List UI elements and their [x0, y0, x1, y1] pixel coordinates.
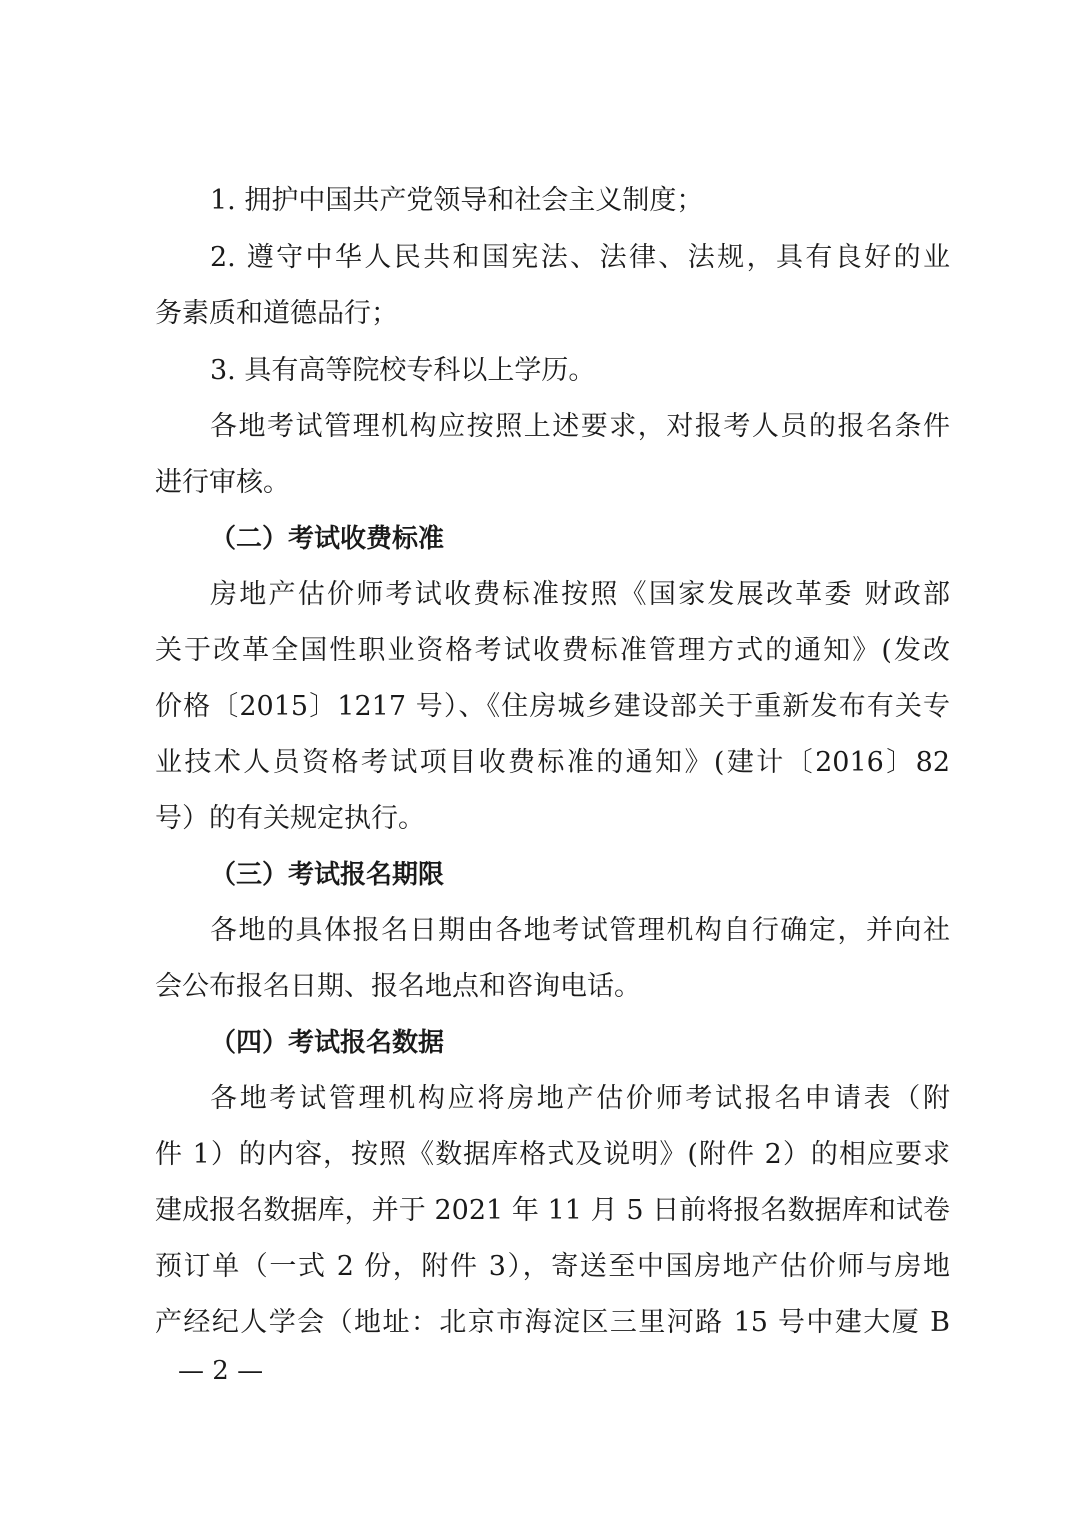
section-heading-registration-data: （四）考试报名数据: [210, 1028, 445, 1058]
period-paragraph-line-2: 会公布报名日期、报名地点和咨询电话。: [155, 971, 641, 1002]
fee-paragraph-line-2: 关于改革全国性职业资格考试收费标准管理方式的通知》(发改: [155, 635, 950, 666]
period-paragraph-line-1: 各地的具体报名日期由各地考试管理机构自行确定，并向社: [210, 915, 950, 946]
data-paragraph-line-5: 产经纪人学会（地址：北京市海淀区三里河路 15 号中建大厦 B: [155, 1307, 950, 1338]
page-number: — 2 —: [178, 1356, 264, 1386]
section-heading-fee-standard: （二）考试收费标准: [210, 524, 445, 554]
fee-paragraph-line-4: 业技术人员资格考试项目收费标准的通知》(建计〔2016〕82: [155, 747, 950, 778]
data-paragraph-line-4: 预订单（一式 2 份，附件 3），寄送至中国房地产估价师与房地: [155, 1251, 950, 1282]
data-paragraph-line-3: 建成报名数据库，并于 2021 年 11 月 5 日前将报名数据库和试卷: [155, 1195, 950, 1226]
fee-paragraph-line-5: 号）的有关规定执行。: [155, 803, 425, 834]
condition-item-2-continued: 务素质和道德品行；: [155, 298, 398, 329]
condition-item-3: 3. 具有高等院校专科以上学历。: [210, 355, 596, 386]
fee-paragraph-line-1: 房地产估价师考试收费标准按照《国家发展改革委 财政部: [210, 579, 950, 610]
data-paragraph-line-2: 件 1）的内容，按照《数据库格式及说明》(附件 2）的相应要求: [155, 1139, 950, 1170]
section-heading-registration-period: （三）考试报名期限: [210, 860, 445, 890]
review-paragraph: 各地考试管理机构应按照上述要求，对报考人员的报名条件: [210, 411, 950, 442]
condition-item-1: 1. 拥护中国共产党领导和社会主义制度；: [210, 185, 704, 216]
data-paragraph-line-1: 各地考试管理机构应将房地产估价师考试报名申请表（附: [210, 1083, 950, 1114]
fee-paragraph-line-3: 价格〔2015〕1217 号）、《住房城乡建设部关于重新发布有关专: [155, 691, 950, 722]
condition-item-2: 2. 遵守中华人民共和国宪法、法律、法规，具有良好的业: [210, 242, 950, 273]
review-paragraph-continued: 进行审核。: [155, 467, 290, 498]
